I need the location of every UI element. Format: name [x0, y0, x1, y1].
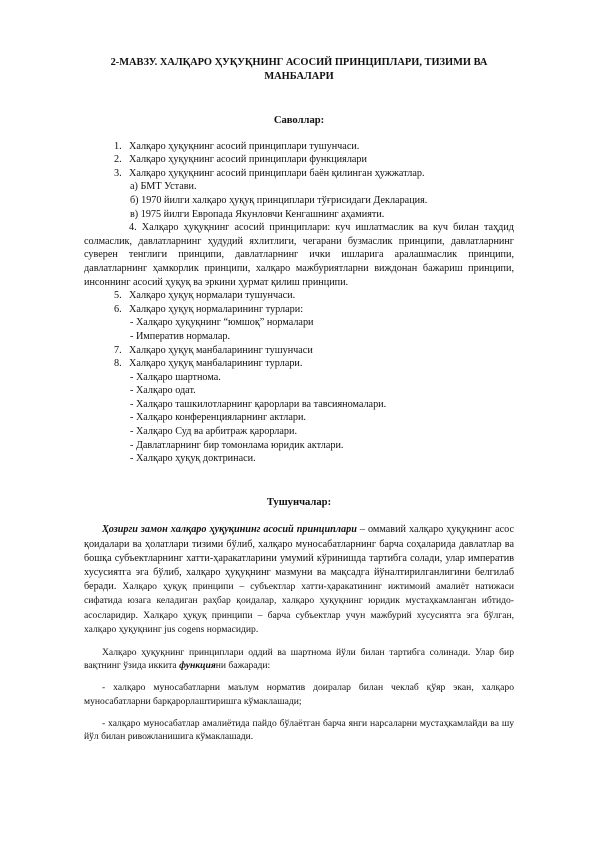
sub-item: - Халқаро Суд ва арбитраж қарорлари.: [130, 426, 298, 438]
list-item: [84, 153, 514, 167]
sub-item: - Халқаро одат.: [130, 385, 196, 397]
concept-text-small: Халқаро ҳуқуқ принципи – субъектлар хатти-ҳаракатининг ижтимоий амалиёт натижаси сифатида юзага келадиган раҳбар қоидалар, халқаро ҳуқуқнинг юридик мустаҳкамланган ибтидо-асосларидир. Халқаро ҳуқуқ принципи – барча субъектлар учун мажбурий хусусиятга эга бўлган, халқаро ҳуқуқнинг jus cogens нормасидир.: [84, 581, 514, 635]
concept-term: Ҳозирги замон халқаро ҳуқуқининг асосий принциплари: [102, 524, 357, 536]
spacer: [84, 466, 514, 496]
concept-text: – оммавий халқаро ҳуқуқнинг асос қоидалари ва ҳолатлари тизими бўлиб, халқаро муносабатларнинг барча соҳаларида давлатлар ва бошқа субъектларнинг хатти-ҳаракатларини умумий кўринишда тартибга солади, улар императив хусусиятга эга бўлиб, халқаро ҳуқуқнинг мазмуни ва мақсадга йўналтирилганлигини белгилаб беради.: [84, 524, 514, 593]
list-item: [84, 303, 514, 317]
item-number: 3.: [114, 167, 122, 179]
item-number: 5.: [114, 290, 122, 302]
item-text: Халқаро ҳуқуқ нормалари тушунчаси.: [129, 290, 296, 302]
item-text: Халқаро ҳуқуқ манбаларининг турлари.: [129, 358, 303, 370]
paragraph-text-end: ни бажаради:: [215, 660, 271, 672]
paragraph: [84, 646, 514, 672]
list-item: [84, 289, 514, 303]
list-item: [84, 221, 514, 289]
sub-item: в) 1975 йилги Европада Якунловчи Кенгашнинг аҳамияти.: [130, 208, 385, 220]
list-item: [84, 167, 514, 181]
concepts-heading: Тушунчалар:: [266, 496, 332, 508]
item-number: 4.: [129, 222, 137, 234]
item-number: 8.: [114, 358, 122, 370]
sub-item: - Халқаро ҳуқуқнинг “юмшоқ” нормалари: [130, 317, 314, 329]
item-number: 1.: [114, 140, 122, 152]
document-title: 2-МАВЗУ. ХАЛҚАРО ҲУҚУҚНИНГ АСОСИЙ ПРИНЦИПЛАРИ, ТИЗИМИ ВА МАНБАЛАРИ: [110, 57, 488, 82]
sub-item: - Халқаро ҳуқуқ доктринаси.: [130, 453, 256, 465]
sub-item: - Императив нормалар.: [130, 330, 231, 342]
sub-item: - Халқаро конференцияларнинг актлари.: [130, 412, 306, 424]
questions-heading: Саволлар:: [273, 115, 325, 126]
questions-list: [84, 140, 514, 466]
item-text: Халқаро ҳуқуқ манбаларининг тушунчаси: [129, 344, 313, 356]
list-item: [84, 140, 514, 154]
item-number: 7.: [114, 344, 122, 356]
item-text: Халқаро ҳуқуқнинг асосий принциплари: куч ишлатмаслик ва куч билан таҳдид солмаслик, давлатларнинг ҳудудий яхлитлиги, чегарани бузмаслик принципи, давлатларнинг суверен тенглиги принципи, давлатларнинг ички ишларига аралашмаслик принципи, давлатларнинг ҳамкорлик принципи, халқаро мажбуриятларни виждонан бажариш принципи, инсоннинг асосий ҳуқуқ ва эркини ҳурмат қилиш принципи.: [84, 222, 514, 288]
sub-item: б) 1970 йилги халқаро ҳуқуқ принциплари тўғрисидаги Декларация.: [130, 194, 428, 206]
sub-item: - Давлатларнинг бир томонлама юридик актлари.: [130, 439, 344, 451]
list-item: [84, 344, 514, 358]
paragraph: - халқаро муносабатлар амалиётида пайдо бўлаётган барча янги нарсаларни мустаҳкамлайди ва шу йўл билан ривожланишига кўмаклашади.: [84, 717, 514, 743]
item-number: 6.: [114, 303, 122, 315]
item-text: Халқаро ҳуқуқнинг асосий принциплари функциялари: [129, 154, 367, 166]
concept-paragraph: [84, 523, 514, 637]
sub-item: - Халқаро шартнома.: [130, 371, 221, 383]
sub-item: - Халқаро ташкилотларнинг қарорлари ва тавсияномалари.: [130, 398, 387, 410]
sub-item: а) БМТ Устави.: [130, 181, 197, 193]
item-text: Халқаро ҳуқуқнинг асосий принциплари баён қилинган ҳужжатлар.: [129, 167, 425, 179]
item-text: Халқаро ҳуқуқ нормаларининг турлари:: [129, 303, 304, 315]
paragraph: - халқаро муносабатларни маълум норматив доиралар билан чеклаб қўяр экан, халқаро муносабатларни барқарорлаштиришга кўмаклашади;: [84, 682, 514, 707]
function-term: функция: [179, 660, 216, 672]
item-number: 2.: [114, 154, 122, 166]
item-text: Халқаро ҳуқуқнинг асосий принциплари тушунчаси.: [129, 140, 360, 152]
paragraph-text: Халқаро ҳуқуқнинг принциплари оддий ва шартнома йўли билан тартибга солинади. Улар бир вақтнинг ўзида иккита: [84, 647, 514, 672]
list-item: [84, 357, 514, 371]
